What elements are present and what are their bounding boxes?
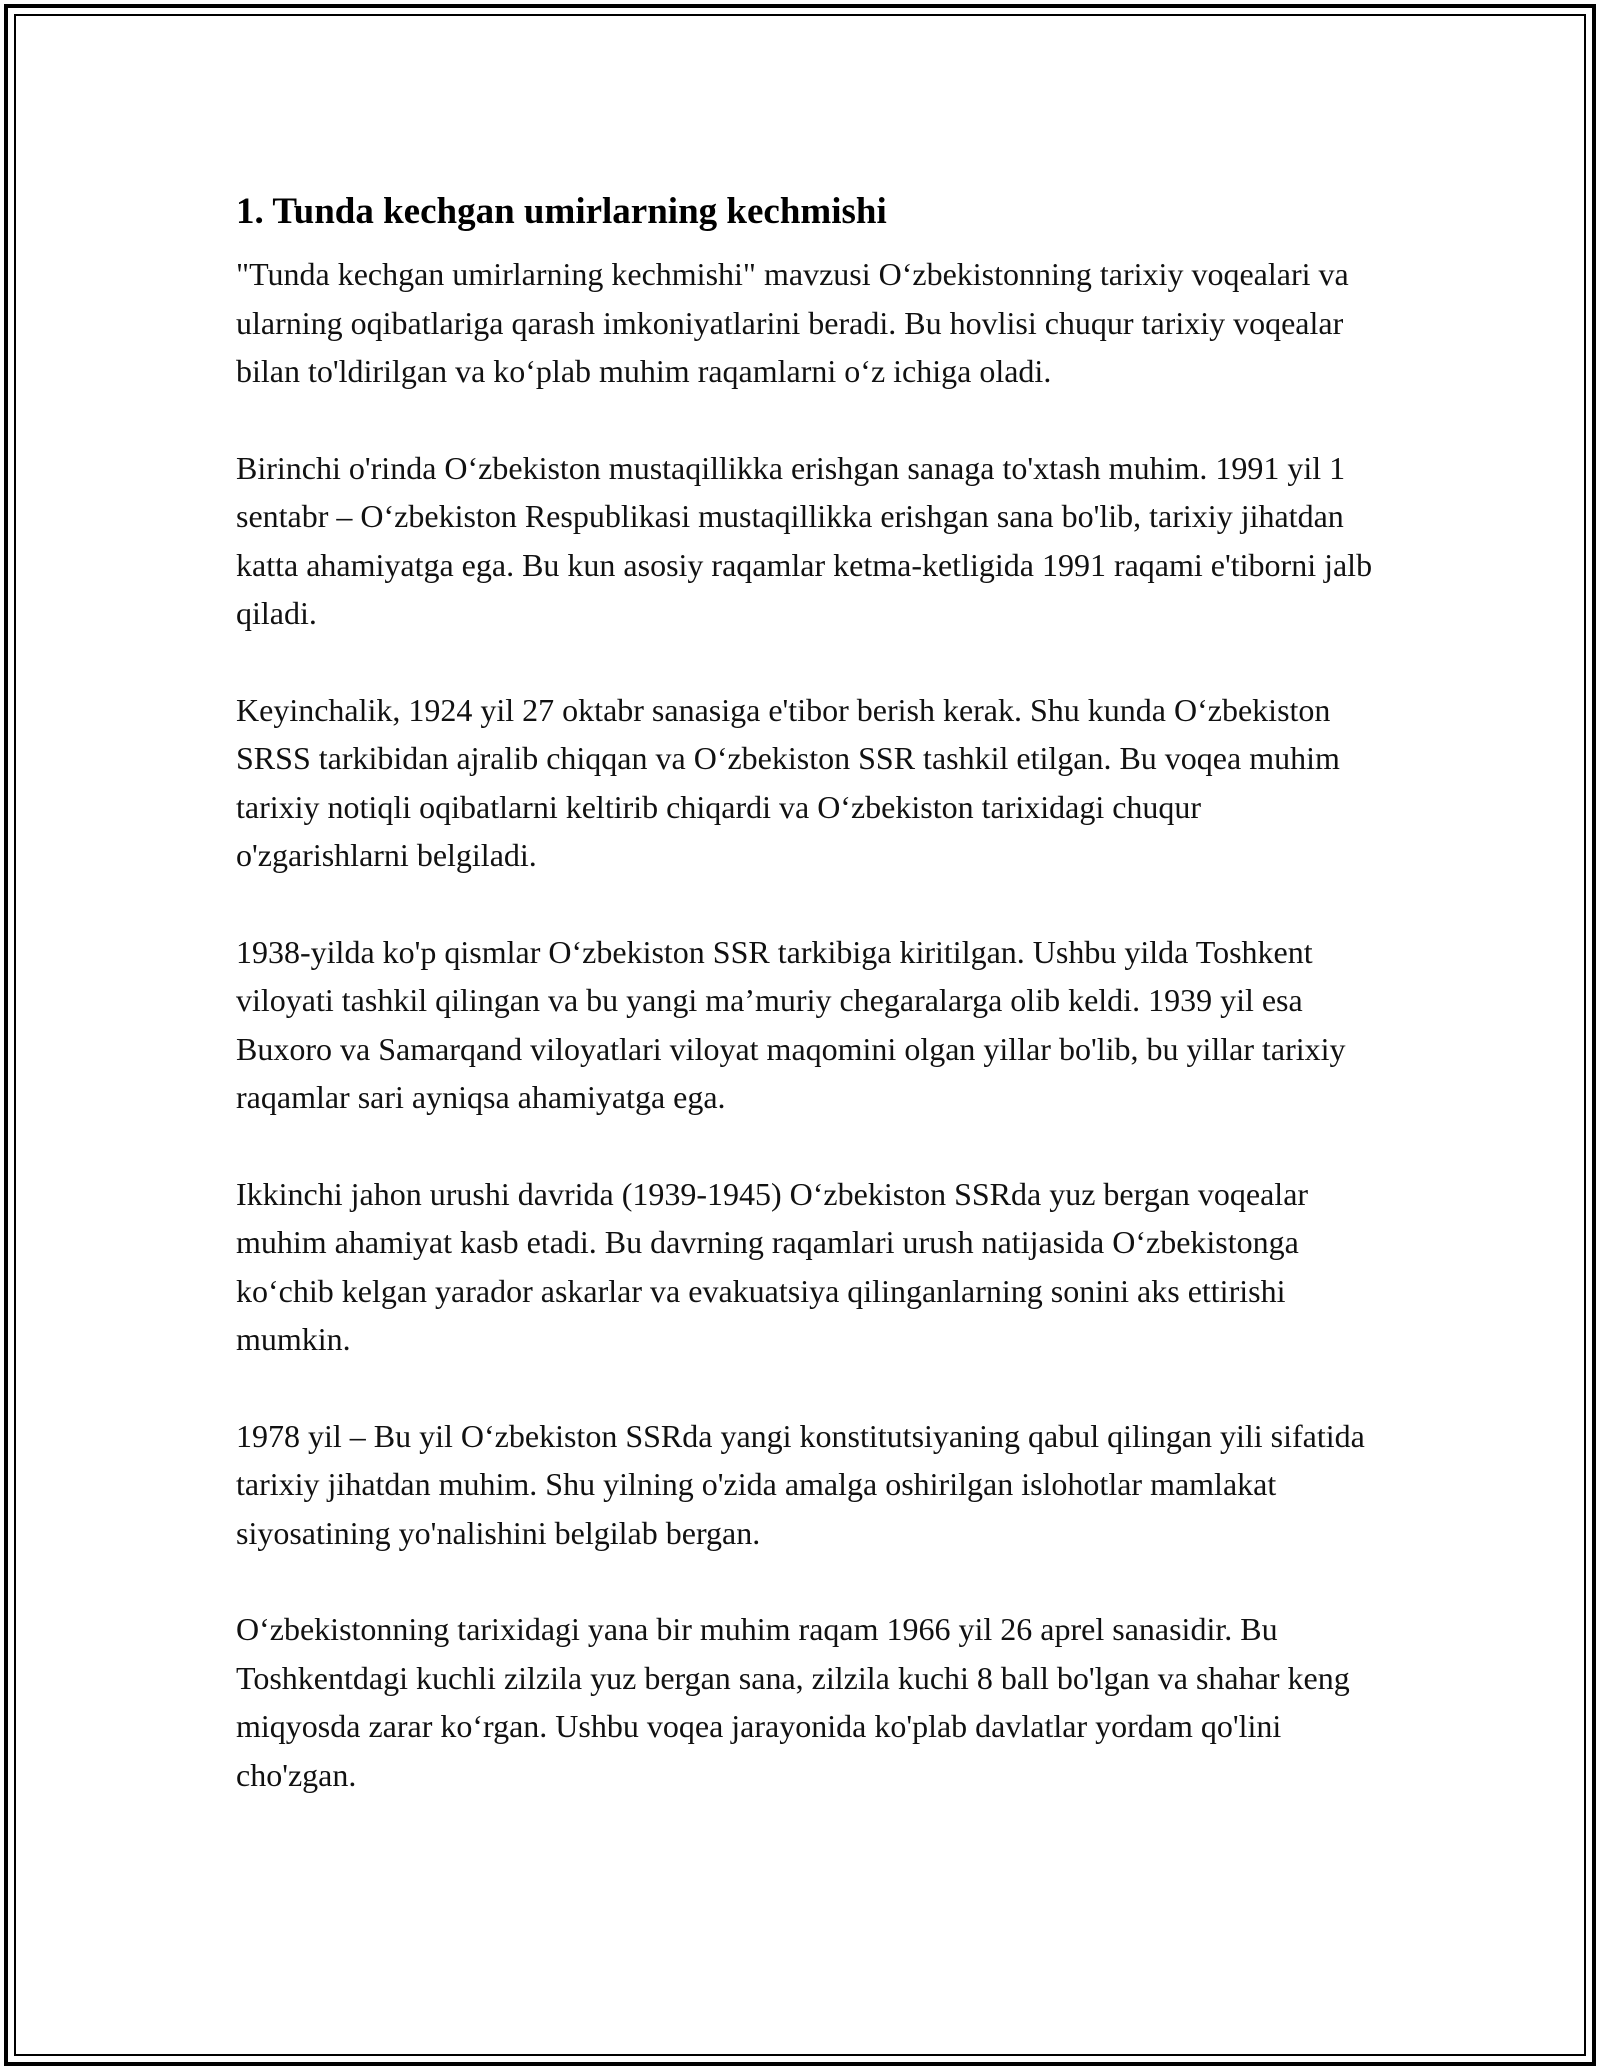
section-title: 1. Tunda kechgan umirlarning kechmishi	[236, 191, 887, 232]
paragraph-1924: Keyinchalik, 1924 yil 27 oktabr sanasiga e'tibor berish kerak. Shu kunda O‘zbekiston SRSS tarkibidan ajralib chiqqan va O‘zbekiston SSR tashkil etilgan. Bu voqea muhim tarixiy notiqli oqibatlarni keltirib chiqardi va O‘zbekiston tarixidagi chuqur o'zgarishlarni belgiladi.	[236, 691, 1340, 873]
document-body	[236, 186, 1376, 1847]
paragraph-ww2: Ikkinchi jahon urushi davrida (1939-1945) O‘zbekiston SSRda yuz bergan voqealar muhim ahamiyat kasb etadi. Bu davrning raqamlari urush natijasida O‘zbekistonga ko‘chib kelgan yarador askarlar va evakuatsiya qilinganlarning sonini aks ettirishi mumkin.	[236, 1175, 1309, 1357]
paragraph-1966: O‘zbekistonning tarixidagi yana bir muhim raqam 1966 yil 26 aprel sanasidir. Bu Toshkentdagi kuchli zilzila yuz bergan sana, zilzila kuchi 8 ball bo'lgan va shahar keng miqyosda zarar ko‘rgan. Ushbu voqea jarayonida ko'plab davlatlar yordam qo'lini cho'zgan.	[236, 1611, 1350, 1793]
paragraph-1938: 1938-yilda ko'p qismlar O‘zbekiston SSR tarkibiga kiritilgan. Ushbu yilda Toshkent viloyati tashkil qilingan va bu yangi ma’muriy chegaralarga olib keldi. 1939 yil esa Buxoro va Samarqand viloyatlari viloyat maqomini olgan yillar bo'lib, bu yillar tarixiy raqamlar sari ayniqsa ahamiyatga ega.	[236, 933, 1346, 1115]
paragraph-1978: 1978 yil – Bu yil O‘zbekiston SSRda yangi konstitutsiyaning qabul qilingan yili sifatida tarixiy jihatdan muhim. Shu yilning o'zida amalga oshirilgan islohotlar mamlakat siyosatining yo'nalishini belgilab bergan.	[236, 1417, 1365, 1551]
paragraph-intro: "Tunda kechgan umirlarning kechmishi" mavzusi O‘zbekistonning tarixiy voqealari va ularning oqibatlariga qarash imkoniyatlarini beradi. Bu hovlisi chuqur tarixiy voqealar bilan to'ldirilgan va ko‘plab muhim raqamlarni o‘z ichiga oladi.	[236, 256, 1349, 389]
paragraph-independence: Birinchi o'rinda O‘zbekiston mustaqillikka erishgan sanaga to'xtash muhim. 1991 yil 1 sentabr – O‘zbekiston Respublikasi mustaqillikka erishgan sana bo'lib, tarixiy jihatdan katta ahamiyatga ega. Bu kun asosiy raqamlar ketma-ketligida 1991 raqami e'tiborni jalb qiladi.	[236, 449, 1373, 631]
